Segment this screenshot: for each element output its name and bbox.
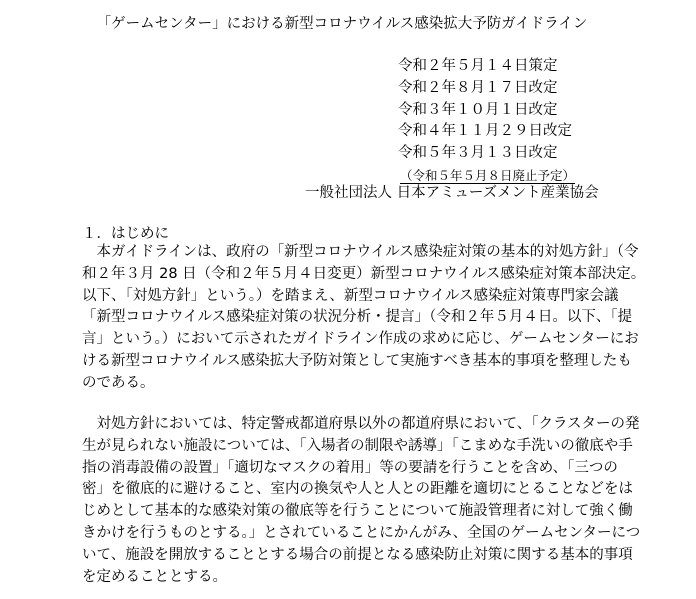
paragraph-line: 本ガイドラインは、政府の「新型コロナウイルス感染症対策の基本的対処方針」（令	[82, 244, 639, 260]
revision-line: 令和５年３月１３日改定	[398, 145, 558, 162]
revision-line: 令和３年１０月１日改定	[398, 101, 558, 118]
paragraph-line: じめとして基本的な感染対策の徹底等を行うことについて施設管理者に対して強く働	[82, 503, 633, 520]
author-organization: 一般社団法人 日本アミューズメント産業協会	[305, 185, 599, 201]
paragraph-line: 対処方針においては、特定警戒都道府県以外の都道府県において、「クラスターの発	[82, 416, 640, 432]
revision-line: 令和２年８月１７日改定	[398, 79, 558, 96]
paragraph-line: を定めることとする。	[82, 568, 227, 585]
revision-history	[398, 56, 575, 187]
revision-line: 令和２年５月１４日策定	[398, 58, 558, 74]
section-heading: １．はじめに	[82, 226, 169, 242]
paragraph-line: 和２年３月 28 日（令和２年５月４日変更）新型コロナウイルス感染症対策本部決定。	[82, 265, 646, 282]
paragraph-line: 以下、「対処方針」という。）を踏まえ、新型コロナウイルス感染症対策専門家会議	[82, 287, 619, 304]
paragraph-line: 「新型コロナウイルス感染症対策の状況分析・提言」（令和２年５月４日。以下、「提	[82, 309, 633, 326]
revision-line: 令和４年１１月２９日改定	[398, 123, 572, 140]
paragraph-line: 密」を徹底的に避けること、室内の換気や人と人との距離を適切にとることなどをは	[82, 481, 633, 498]
paragraph-line: きかけを行うものとする。」とされていることにかんがみ、全国のゲームセンターにつ	[82, 524, 641, 541]
paragraph-intro	[82, 242, 646, 395]
paragraph-policy	[82, 414, 641, 588]
document-title: 「ゲームセンター」における新型コロナウイルス感染拡大予防ガイドライン	[96, 16, 588, 32]
paragraph-line: 指の消毒設備の設置」「適切なマスクの着用」等の要請を行うことを含め、「三つの	[82, 459, 618, 476]
revision-note: （令和５年５月８日廃止予定）	[400, 167, 576, 183]
paragraph-line: のである。	[82, 374, 155, 391]
paragraph-line: 生が見られない施設については、「入場者の制限や誘導」「こまめな手洗いの徹底や手	[82, 437, 633, 454]
paragraph-line: ける新型コロナウイルス感染拡大予防対策として実施すべき基本的事項を整理したも	[82, 352, 632, 369]
paragraph-line: いて、施設を開放することとする場合の前提となる感染防止対策に関する基本的事項	[82, 546, 633, 563]
paragraph-line: 言」という。）において示されたガイドライン作成の求めに応じ、ゲームセンターにお	[82, 331, 639, 348]
